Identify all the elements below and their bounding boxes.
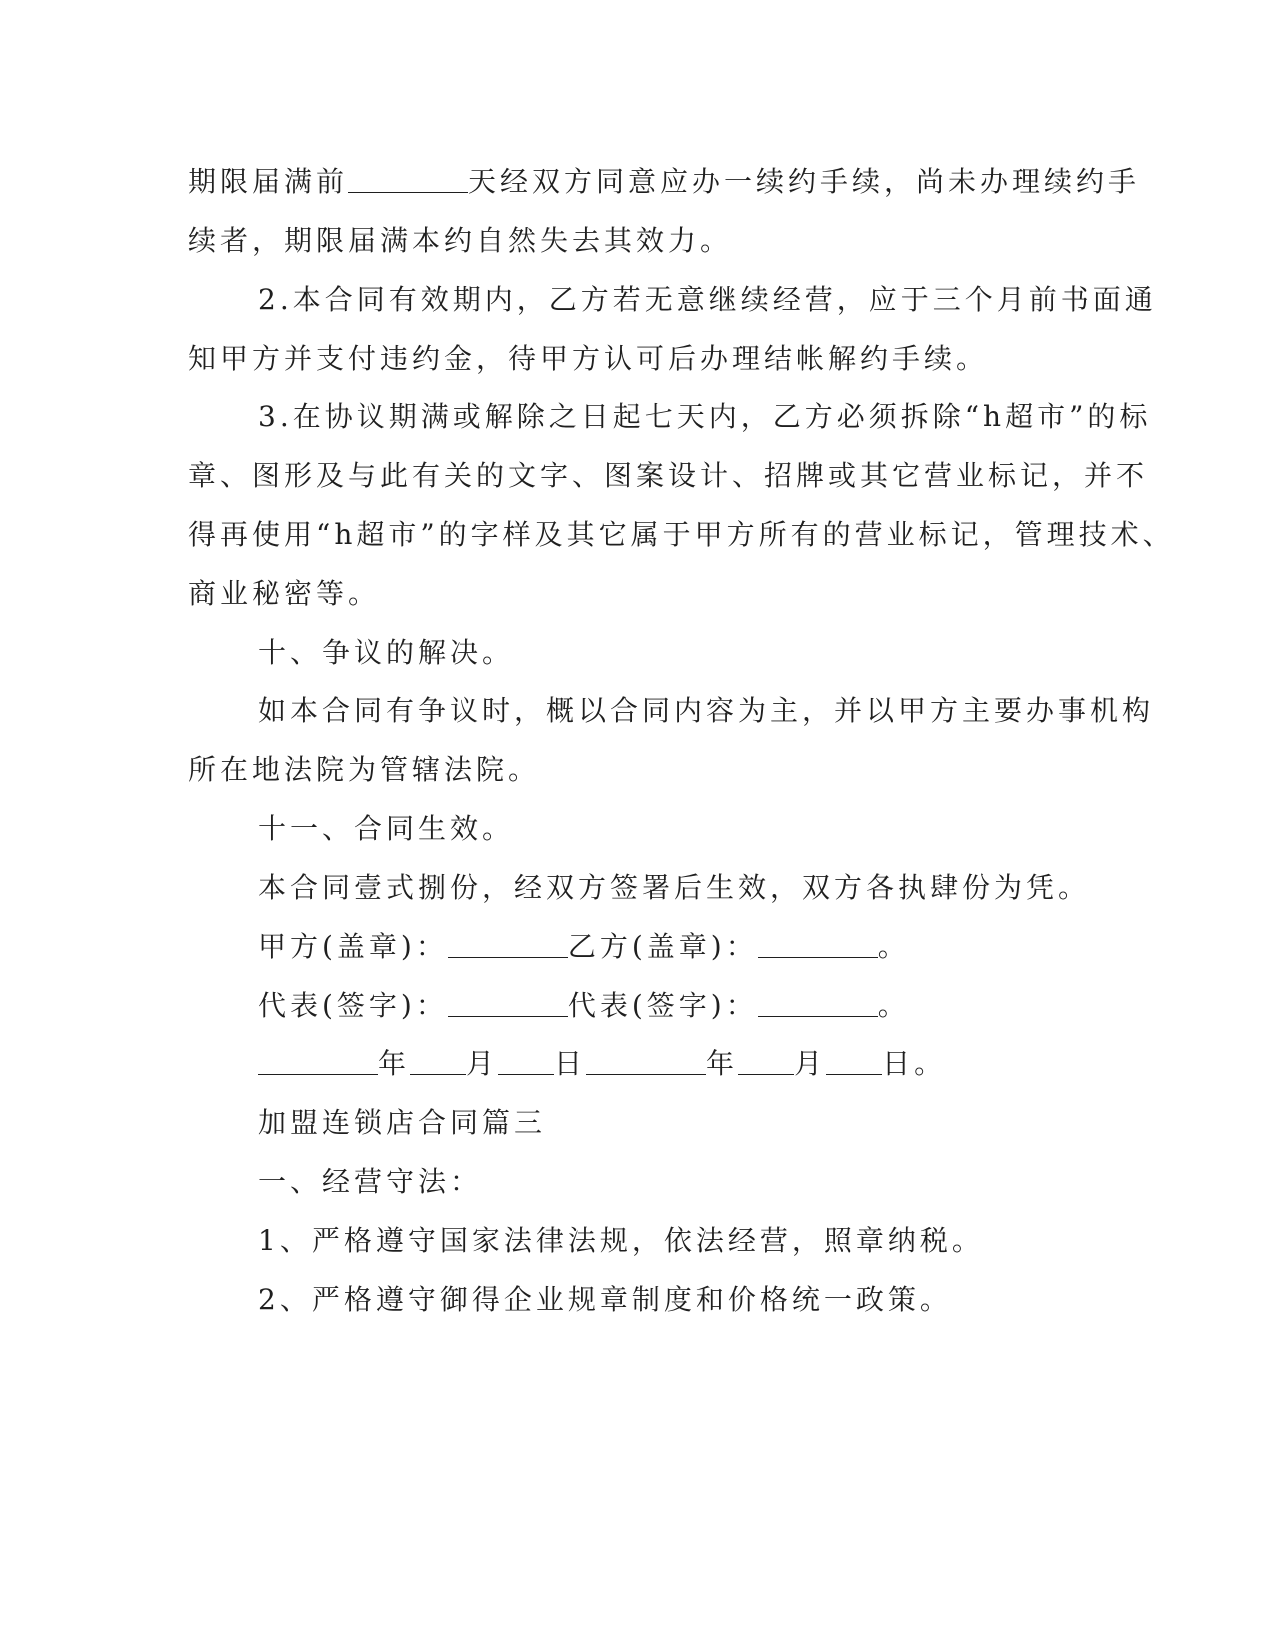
renewal-text-after-blank: 天经双方同意应办一续约手续，尚未办理续约手 [468,165,1141,198]
date-b-day-label: 日。 [882,1047,947,1080]
renewal-paragraph-line-1 [188,162,1141,202]
date-b-month-label: 月 [794,1047,827,1080]
days-blank [348,166,468,193]
party-b-rep-blank [758,990,878,1017]
date-a-year-label: 年 [378,1047,411,1080]
section-11-body: 本合同壹式捌份，经双方签署后生效，双方各执肆份为凭。 [258,871,1091,904]
date-b-year-blank [586,1048,706,1075]
party-a-rep-blank [448,990,568,1017]
section-10-line-2: 所在地法院为管辖法院。 [188,753,541,786]
date-b-day-blank [826,1048,882,1075]
section-11-title: 十一、合同生效。 [258,812,515,845]
date-b-year-label: 年 [706,1047,739,1080]
renewal-paragraph-line-2: 续者，期限届满本约自然失去其效力。 [188,224,733,257]
date-a-month-label: 月 [466,1047,499,1080]
section-1-title: 一、经营守法： [258,1165,483,1198]
signature-seal-line [258,927,1138,967]
clause-3-line-2: 章、图形及与此有关的文字、图案设计、招牌或其它营业标记，并不 [188,459,1149,492]
list-item-1: 1、严格遵守国家法律法规，依法经营，照章纳税。 [258,1224,984,1257]
rep-line-period: 。 [877,989,910,1022]
renewal-text-before-blank: 期限届满前 [188,165,349,198]
clause-3-line-1: 3.在协议期满或解除之日起七天内，乙方必须拆除“h超市”的标 [258,400,1152,433]
party-b-seal-blank [758,931,878,958]
list-item-2: 2、严格遵守御得企业规章制度和价格统一政策。 [258,1283,952,1316]
clause-2-line-1: 2.本合同有效期内，乙方若无意继续经营，应于三个月前书面通 [258,283,1157,316]
seal-line-period: 。 [877,930,910,963]
party-a-seal-blank [448,931,568,958]
section-10-line-1: 如本合同有争议时，概以合同内容为主，并以甲方主要办事机构 [258,694,1155,727]
party-b-seal-label: 乙方(盖章)： [567,930,758,963]
signature-date-line [258,1044,1138,1084]
date-b-month-blank [738,1048,794,1075]
date-a-year-blank [258,1048,378,1075]
party-a-rep-label: 代表(签字)： [258,989,448,1022]
part-3-heading: 加盟连锁店合同篇三 [258,1106,547,1139]
date-a-day-blank [498,1048,554,1075]
date-a-month-blank [410,1048,466,1075]
signature-rep-line [258,986,1138,1026]
section-10-title: 十、争议的解决。 [258,636,515,669]
clause-3-line-3: 得再使用“h超市”的字样及其它属于甲方所有的营业标记，管理技术、 [188,518,1175,551]
party-a-seal-label: 甲方(盖章)： [258,930,448,963]
clause-2-line-2: 知甲方并支付违约金，待甲方认可后办理结帐解约手续。 [188,342,989,375]
party-b-rep-label: 代表(签字)： [567,989,758,1022]
date-a-day-label: 日 [554,1047,587,1080]
clause-3-line-4: 商业秘密等。 [188,577,381,610]
